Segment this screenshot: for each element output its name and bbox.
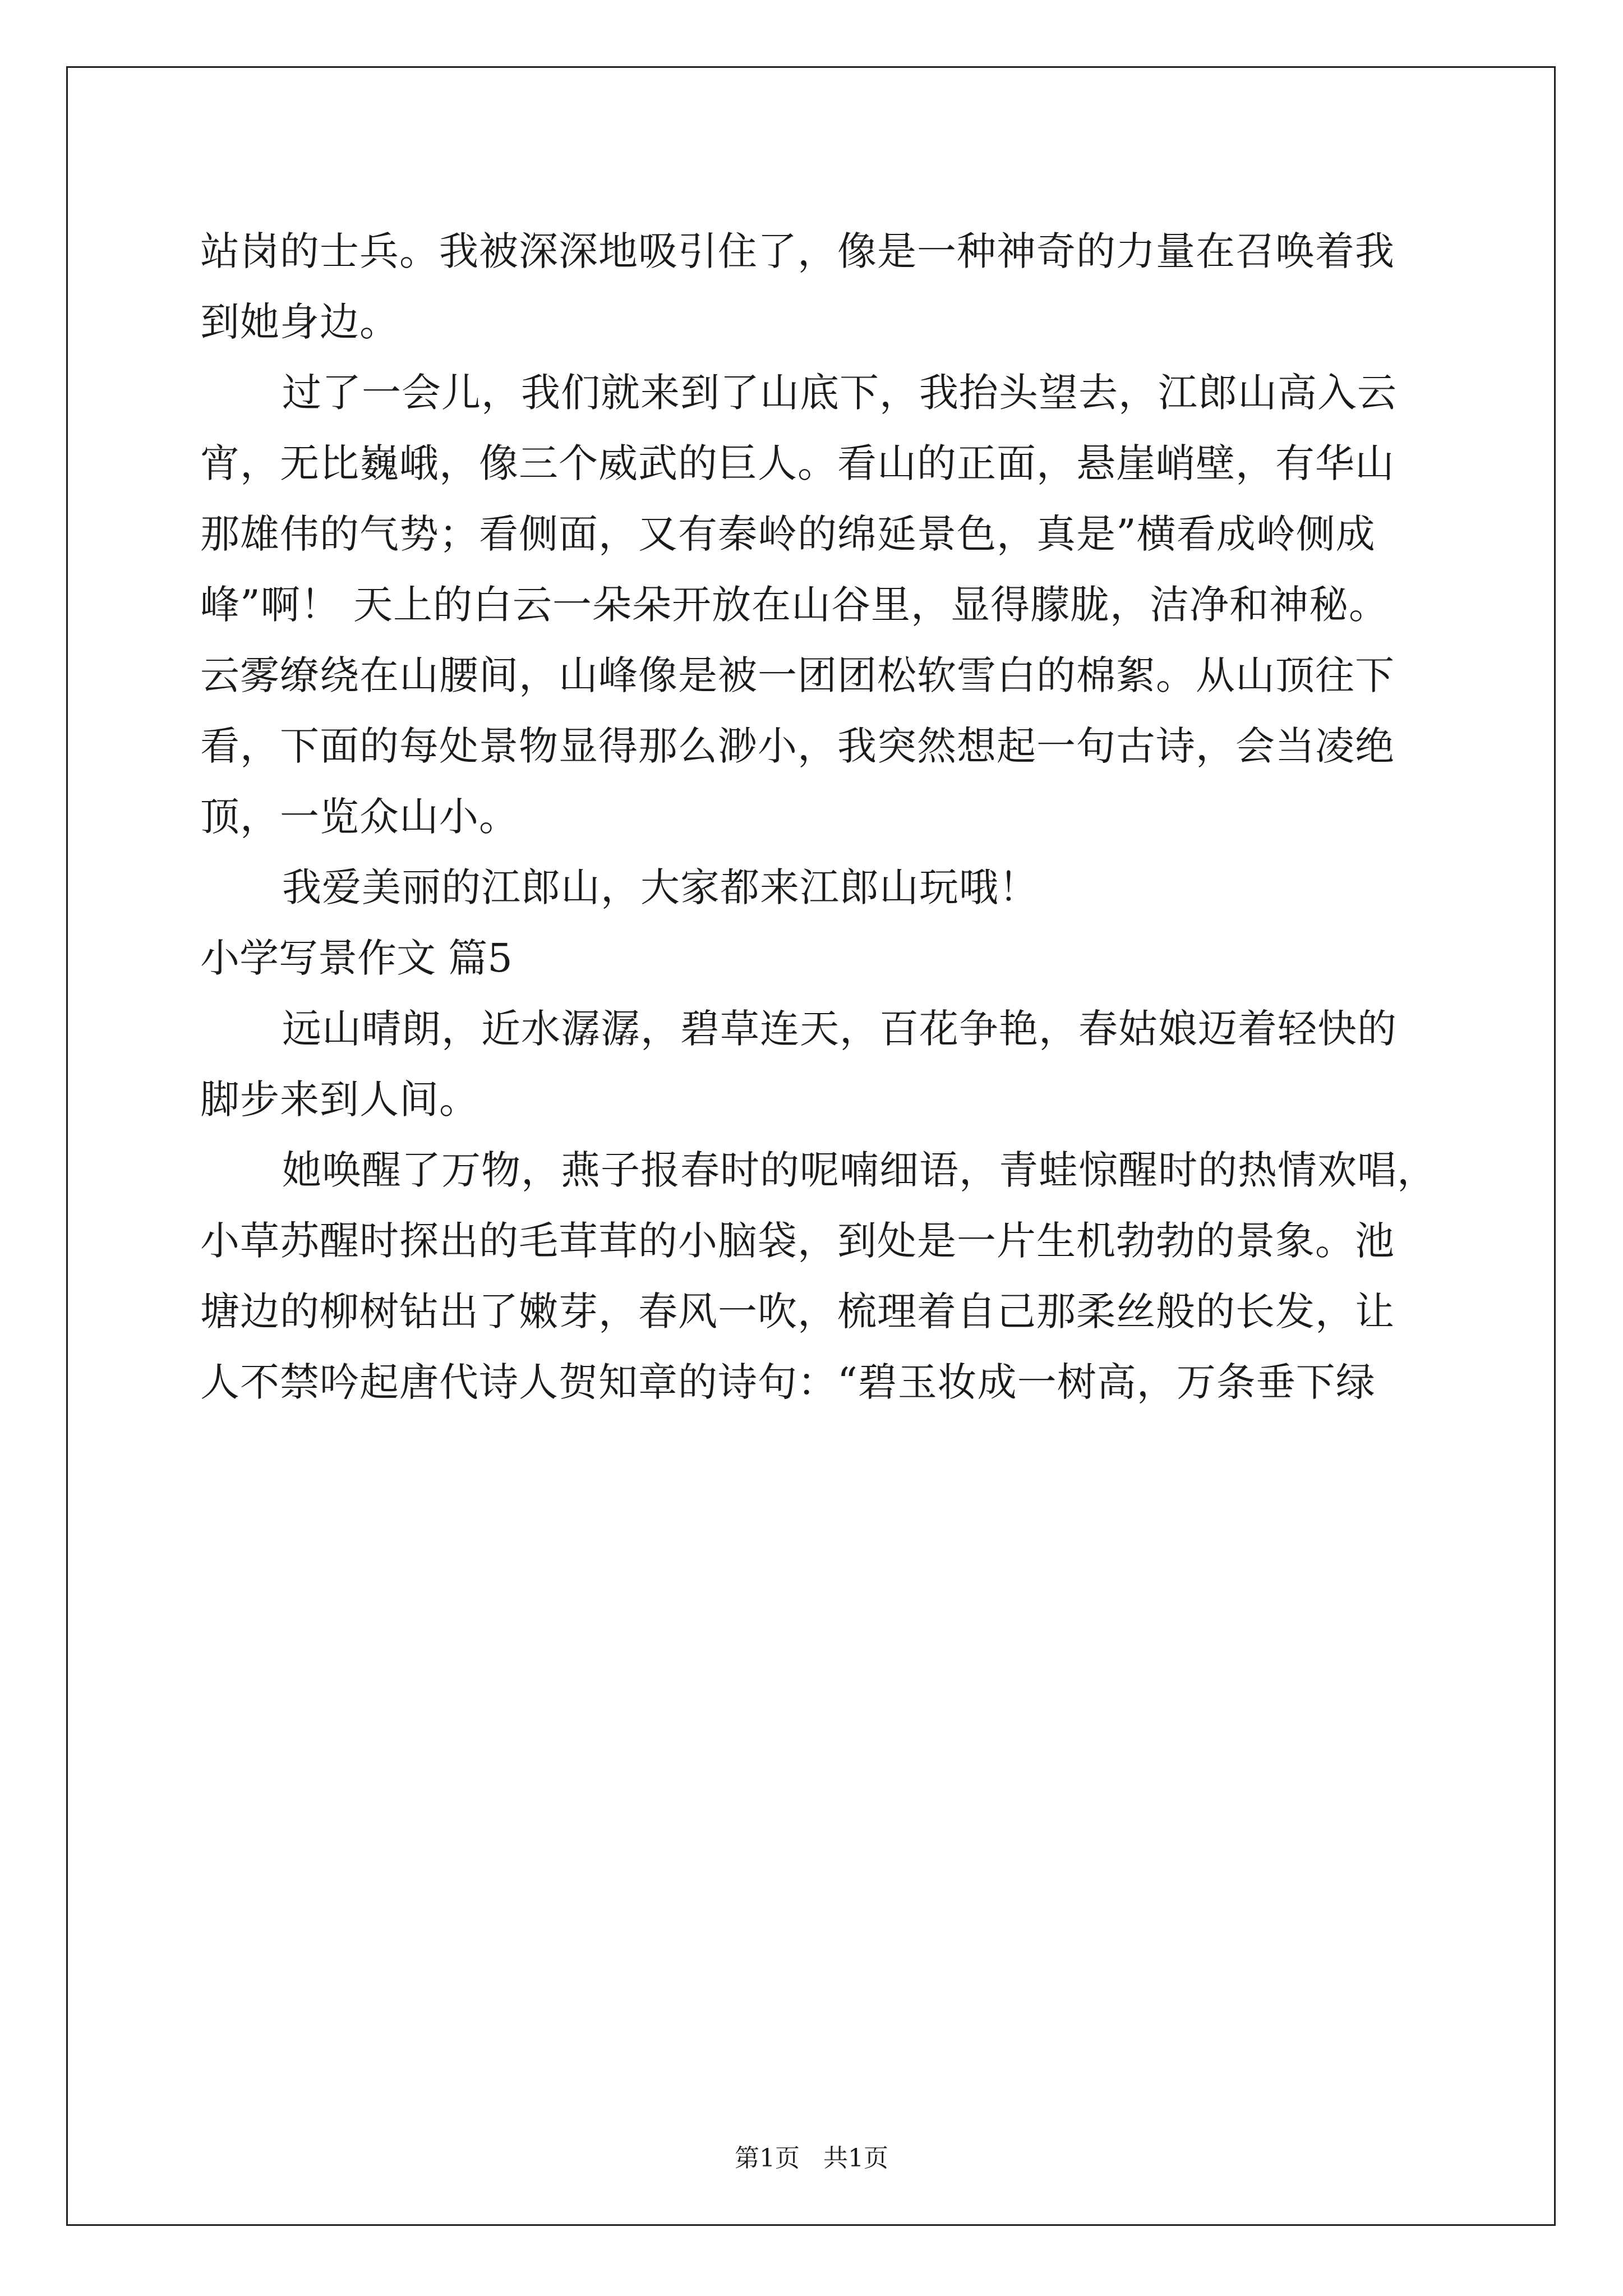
paragraph-line: 站岗的士兵。我被深深地吸引住了，像是一种神奇的力量在召唤着我	[200, 228, 1395, 274]
paragraph-line: 过了一会儿，我们就来到了山底下，我抬头望去，江郎山高入云	[282, 370, 1397, 416]
paragraph-line: 她唤醒了万物，燕子报春时的呢喃细语，青蛙惊醒时的热情欢唱，	[282, 1147, 1437, 1193]
page-number-footer: 第1页 共1页	[735, 2144, 888, 2173]
paragraph-line: 人不禁吟起唐代诗人贺知章的诗句：“碧玉妆成一树高，万条垂下绿	[200, 1359, 1376, 1405]
paragraph-line: 塘边的柳树钻出了嫩芽，春风一吹，梳理着自己那柔丝般的长发，让	[200, 1289, 1395, 1335]
paragraph-line: 宵，无比巍峨，像三个威武的巨人。看山的正面，悬崖峭壁，有华山	[200, 440, 1395, 486]
paragraph-line: 小草苏醒时探出的毛茸茸的小脑袋，到处是一片生机勃勃的景象。池	[200, 1218, 1395, 1264]
paragraph-line: 我爱美丽的江郎山，大家都来江郎山玩哦！	[282, 864, 1039, 910]
paragraph-line: 脚步来到人间。	[200, 1076, 479, 1122]
section-heading: 小学写景作文 篇5	[200, 935, 513, 981]
paragraph-line: 到她身边。	[200, 299, 399, 345]
paragraph-line: 云雾缭绕在山腰间，山峰像是被一团团松软雪白的棉絮。从山顶往下	[200, 652, 1395, 698]
paragraph-line: 看，下面的每处景物显得那么渺小，我突然想起一句古诗，会当凌绝	[200, 723, 1395, 769]
paragraph-line: 远山晴朗，近水潺潺，碧草连天，百花争艳，春姑娘迈着轻快的	[282, 1006, 1397, 1052]
paragraph-line: 那雄伟的气势；看侧面，又有秦岭的绵延景色，真是”横看成岭侧成	[200, 511, 1376, 557]
paragraph-line: 峰”啊！ 天上的白云一朵朵开放在山谷里，显得朦胧，洁净和神秘。	[200, 582, 1389, 628]
paragraph-line: 顶，一览众山小。	[200, 794, 519, 840]
